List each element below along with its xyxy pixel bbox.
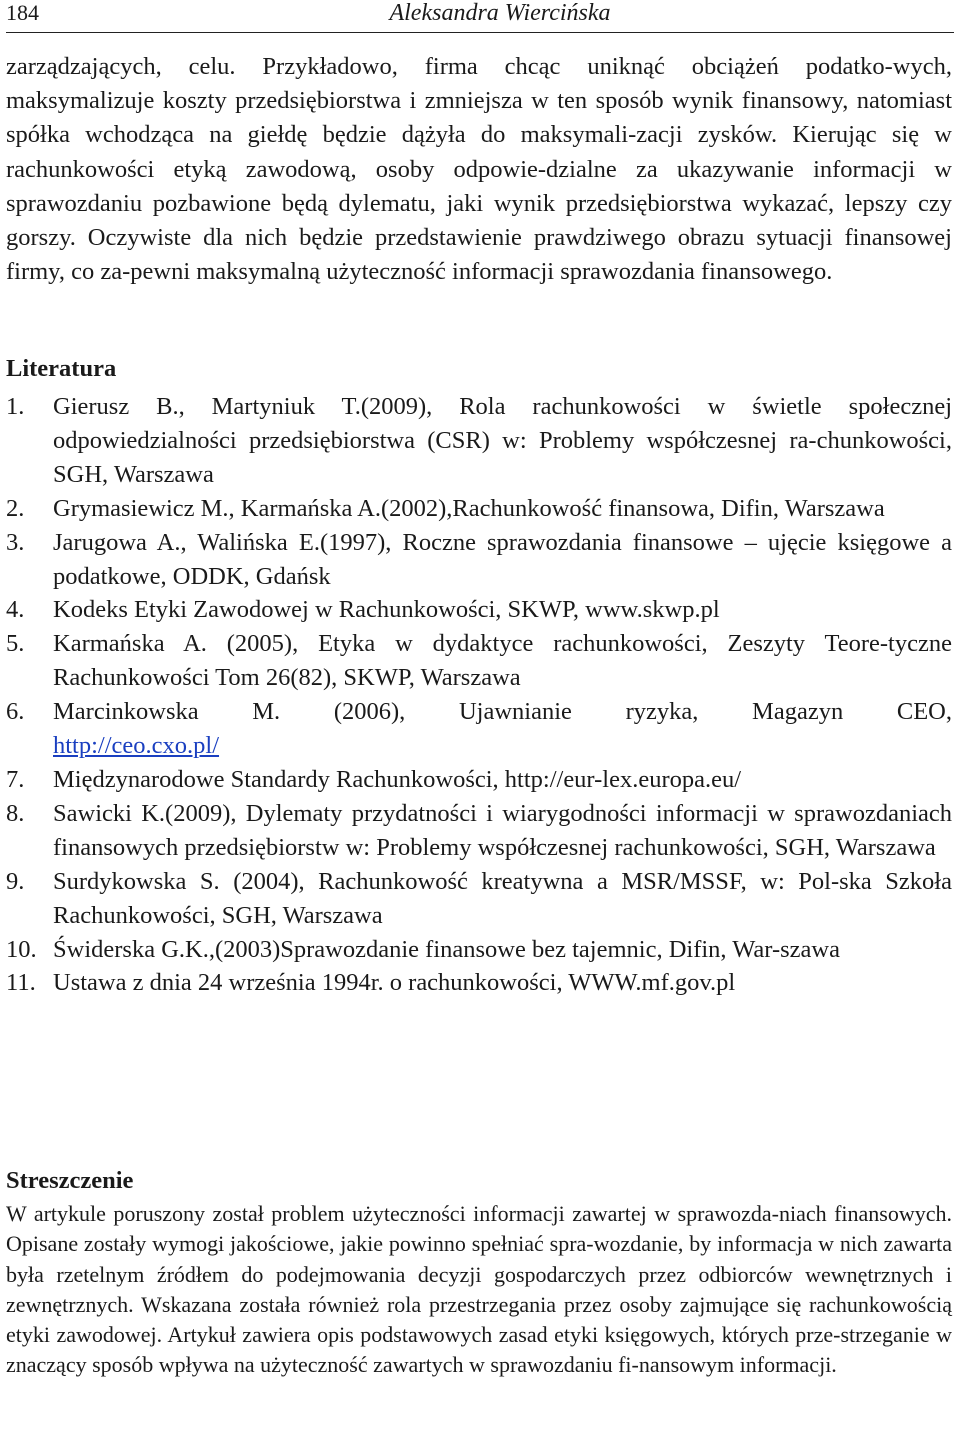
reference-text: Kodeks Etyki Zawodowej w Rachunkowości, SKWP, www.skwp.pl — [53, 596, 720, 624]
reference-text: Surdykowska S. (2004), Rachunkowość kreatywna a MSR/MSSF, w: Pol-ska Szkoła Rachunkowości, SGH, Warszawa — [53, 867, 952, 929]
reference-item — [6, 763, 952, 797]
reference-number: 7. — [6, 765, 25, 793]
reference-item — [6, 797, 952, 865]
reference-item — [6, 627, 952, 695]
reference-number: 5. — [6, 630, 25, 658]
reference-item — [6, 865, 952, 933]
reference-text: Ustawa z dnia 24 września 1994r. o rachunkowości, WWW.mf.gov.pl — [53, 969, 736, 997]
reference-number: 4. — [6, 596, 25, 624]
reference-text: Gierusz B., Martyniuk T.(2009), Rola rachunkowości w świetle społecznej odpowiedzialności przedsiębiorstwa (CSR) w: Problemy współczesnej ra-chunkowości, SGH, Warszawa — [53, 393, 952, 488]
body-paragraph: zarządzających, celu. Przykładowo, firma chcąc uniknąć obciążeń podatko-wych, maksymalizuje koszty przedsiębiorstwa i zmniejsza w ten sposób wynik finansowy, natomiast spółka wchodząca na giełdę będzie dążyła do maksymali-zacji zysków. Kierując się w rachunkowości etyką zawodową, osoby odpowie-dzialne za ukazywanie informacji w sprawozdaniu pozbawione będą dylematu, jaki wynik przedsiębiorstwa wykazać, lepszy czy gorszy. Oczywiste dla nich będzie przedstawienie prawdziwego obrazu sytuacji finansowej firmy, co za-pewni maksymalną użyteczność informacji sprawozdania finansowego. — [6, 53, 952, 286]
reference-text: Świderska G.K.,(2003)Sprawozdanie finansowe bez tajemnic, Difin, War-szawa — [53, 935, 840, 963]
reference-item — [6, 695, 952, 763]
reference-text: Marcinkowska M. (2006), Ujawnianie ryzyka, Magazyn CEO, — [53, 698, 952, 726]
reference-list — [6, 390, 952, 1000]
reference-number: 10. — [6, 935, 37, 963]
running-header-author: Aleksandra Wiercińska — [389, 0, 611, 26]
reference-number: 11. — [6, 969, 36, 997]
reference-item — [6, 966, 952, 1000]
reference-item — [6, 593, 952, 627]
reference-number: 9. — [6, 867, 25, 895]
reference-text: Karmańska A. (2005), Etyka w dydaktyce rachunkowości, Zeszyty Teore-tyczne Rachunkowości Tom 26(82), SKWP, Warszawa — [53, 630, 952, 692]
reference-number: 1. — [6, 393, 25, 420]
reference-link[interactable]: http://ceo.cxo.pl/ — [53, 732, 220, 760]
literature-heading: Literatura — [6, 355, 117, 382]
summary-heading: Streszczenie — [6, 1167, 134, 1194]
reference-text: Grymasiewicz M., Karmańska A.(2002),Rachunkowość finansowa, Difin, Warszawa — [53, 494, 885, 522]
reference-item — [6, 526, 952, 594]
reference-item — [6, 492, 952, 526]
reference-item — [6, 390, 952, 492]
running-header — [6, 0, 954, 33]
page-number: 184 — [6, 0, 39, 25]
reference-text: Jarugowa A., Walińska E.(1997), Roczne sprawozdania finansowe – ujęcie księgowe a podatkowe, ODDK, Gdańsk — [53, 528, 952, 590]
reference-number: 2. — [6, 494, 25, 522]
reference-item — [6, 933, 952, 967]
reference-number: 6. — [6, 698, 25, 726]
summary-text: W artykule poruszony został problem użyteczności informacji zawartej w sprawozda-niach finansowych. Opisane zostały wymogi jakościowe, jakie powinno spełniać spra-wozdanie, by informacja w nich zawarta była rzetelnym źródłem do podejmowania decyzji gospodarczych przez odbiorców wewnętrznych i zewnętrznych. Wskazana została również rola przestrzegania przez osoby zajmujące się rachunkowością etyki zawodowej. Artykuł zawiera opis podstawowych zasad etyki księgowych, których prze-strzeganie w znaczący sposób wpływa na użyteczność zawartych w sprawozdaniu fi-nansowym informacji. — [6, 1201, 952, 1378]
reference-number: 3. — [6, 528, 25, 556]
reference-number: 8. — [6, 799, 25, 827]
reference-text: Międzynarodowe Standardy Rachunkowości, http://eur-lex.europa.eu/ — [53, 765, 742, 793]
reference-text: Sawicki K.(2009), Dylematy przydatności i wiarygodności informacji w sprawozdaniach finansowych przedsiębiorstw w: Problemy współczesnej rachunkowości, SGH, Warszawa — [53, 799, 952, 861]
